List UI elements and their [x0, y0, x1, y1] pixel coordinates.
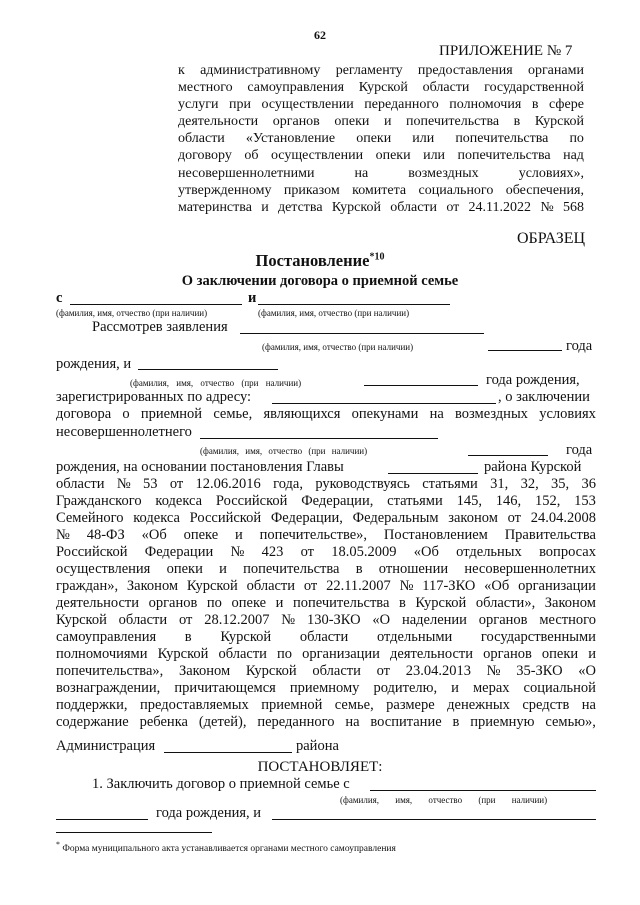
body-line: вознаграждении, причитающемся приемному родителю, и мерах социальной: [56, 680, 596, 696]
fio-hint: (фамилия, имя, отчество (при наличии): [130, 378, 302, 388]
contract-line: договора о приемной семье, являющихся опекунами на возмездных условиях: [56, 406, 596, 422]
title-mark: *10: [369, 251, 385, 263]
year-label: года: [566, 338, 593, 354]
registered-label: зарегистрированных по адресу:: [56, 389, 252, 405]
fill-line: [70, 304, 242, 305]
fill-line: [370, 790, 596, 791]
fill-line: [272, 403, 496, 404]
body-line: содержание ребенка (детей), переданного на воспитание в приемную семью»,: [56, 714, 596, 730]
document-subtitle: О заключении договора о приемной семье: [181, 273, 459, 289]
header-block: [178, 62, 584, 216]
item-1: 1. Заключить договор о приемной семье с: [92, 776, 350, 792]
footnote-separator: [56, 832, 212, 833]
birth-basis-label: рождения, на основании постановления Главы: [56, 459, 344, 475]
district-label: района Курской: [484, 459, 582, 475]
fill-line: [272, 819, 596, 820]
footnote-mark: *: [56, 840, 60, 849]
document-title: [0, 251, 640, 271]
header-line: договору об осуществлении опеки или попечительства над: [178, 148, 584, 164]
year-birth-label: года рождения,: [486, 372, 580, 388]
fill-line: [138, 369, 278, 370]
on-conclusion-label: , о заключении: [498, 389, 590, 405]
minor-label: несовершеннолетнего: [56, 424, 192, 440]
body-line: области № 53 от 12.06.2016 года, руководствуясь статьями 31, 32, 35, 36: [56, 476, 596, 492]
header-line: несовершеннолетними на возмездных условиях»,: [178, 165, 584, 181]
fill-line: [164, 752, 292, 753]
fill-line: [364, 385, 478, 386]
body-line: Гражданского кодекса Российской Федерации, статьями 145, 146, 152, 153: [56, 493, 596, 509]
body-line: осуществления опеки и попечительства в отношении несовершеннолетних: [56, 561, 596, 577]
considering-label: Рассмотрев заявления: [92, 319, 228, 335]
header-line: к административному регламенту предоставления органами: [178, 63, 584, 78]
appendix-title: ПРИЛОЖЕНИЕ № 7: [439, 43, 573, 59]
body-line: поддержки, предоставляемых приемной семье, размере денежных средств на: [56, 697, 596, 713]
fio-hint: (фамилия, имя, отчество (при наличии): [340, 795, 548, 805]
body-line: Семейного кодекса Российской Федерации, Федеральным законом от 24.04.2008: [56, 510, 596, 526]
fill-line: [56, 819, 148, 820]
body-line: попечительства», Законом Курской области от 23.04.2013 № 35-ЗКО «О: [56, 663, 596, 679]
body-line: полномочиями Курской области по организации деятельности органов опеки и: [56, 646, 596, 662]
birth-and-label: рождения, и: [56, 356, 132, 372]
footnote: [56, 840, 396, 854]
body-line: деятельности органов по опеке и попечительства в Курской области», Законом: [56, 595, 596, 611]
fio-hint: (фамилия, имя, отчество (при наличии): [56, 308, 208, 318]
fio-hint: (фамилия, имя, отчество (при наличии): [258, 308, 410, 318]
body-line: самоуправления в Курской области отдельными государственными: [56, 629, 596, 645]
fill-line: [388, 473, 478, 474]
year-birth-and-label: года рождения, и: [156, 805, 262, 821]
decrees-heading: ПОСТАНОВЛЯЕТ:: [257, 759, 383, 775]
header-line: утвержденному приказом комитета социального обеспечения,: [178, 182, 584, 198]
administration-label: Администрация: [56, 738, 156, 754]
header-line: области «Установление опеки или попечительства по: [178, 131, 584, 147]
district-word: района: [296, 738, 339, 754]
document-title-text: Постановление: [255, 251, 370, 270]
fill-line: [200, 438, 438, 439]
prefix-c: с: [56, 290, 63, 306]
fio-hint: (фамилия, имя, отчество (при наличии): [200, 446, 368, 456]
fill-line: [240, 333, 484, 334]
body-line: № 48-ФЗ «Об опеке и попечительстве», Постановлением Правительства: [56, 527, 596, 543]
header-line: материнства и детства Курской области от 24.11.2022 № 568: [178, 199, 584, 215]
header-line: местного самоуправления Курской области государственной: [178, 80, 584, 96]
header-line: услуги при осуществлении переданного полномочия в сфере: [178, 97, 584, 113]
footnote-text: Форма муниципального акта устанавливается органами местного самоуправления: [62, 844, 396, 855]
year-label: года: [566, 442, 593, 458]
fio-hint: (фамилия, имя, отчество (при наличии): [262, 342, 414, 352]
page-number: 62: [314, 28, 326, 42]
sample-label: ОБРАЗЕЦ: [517, 230, 586, 247]
body-line: Курской области от 28.12.2007 № 130-ЗКО «О наделении органов местного: [56, 612, 596, 628]
body-line: Российской Федерации № 423 от 18.05.2009 «Об отдельных вопросах: [56, 544, 596, 560]
header-line: деятельности органов опеки и попечительства в Курской: [178, 114, 584, 130]
fill-line: [468, 455, 548, 456]
fill-line: [258, 304, 450, 305]
fill-line: [488, 350, 562, 351]
body-line: граждан», Законом Курской области от 22.11.2007 № 117-ЗКО «Об организации: [56, 578, 596, 594]
prefix-and: и: [248, 290, 257, 306]
